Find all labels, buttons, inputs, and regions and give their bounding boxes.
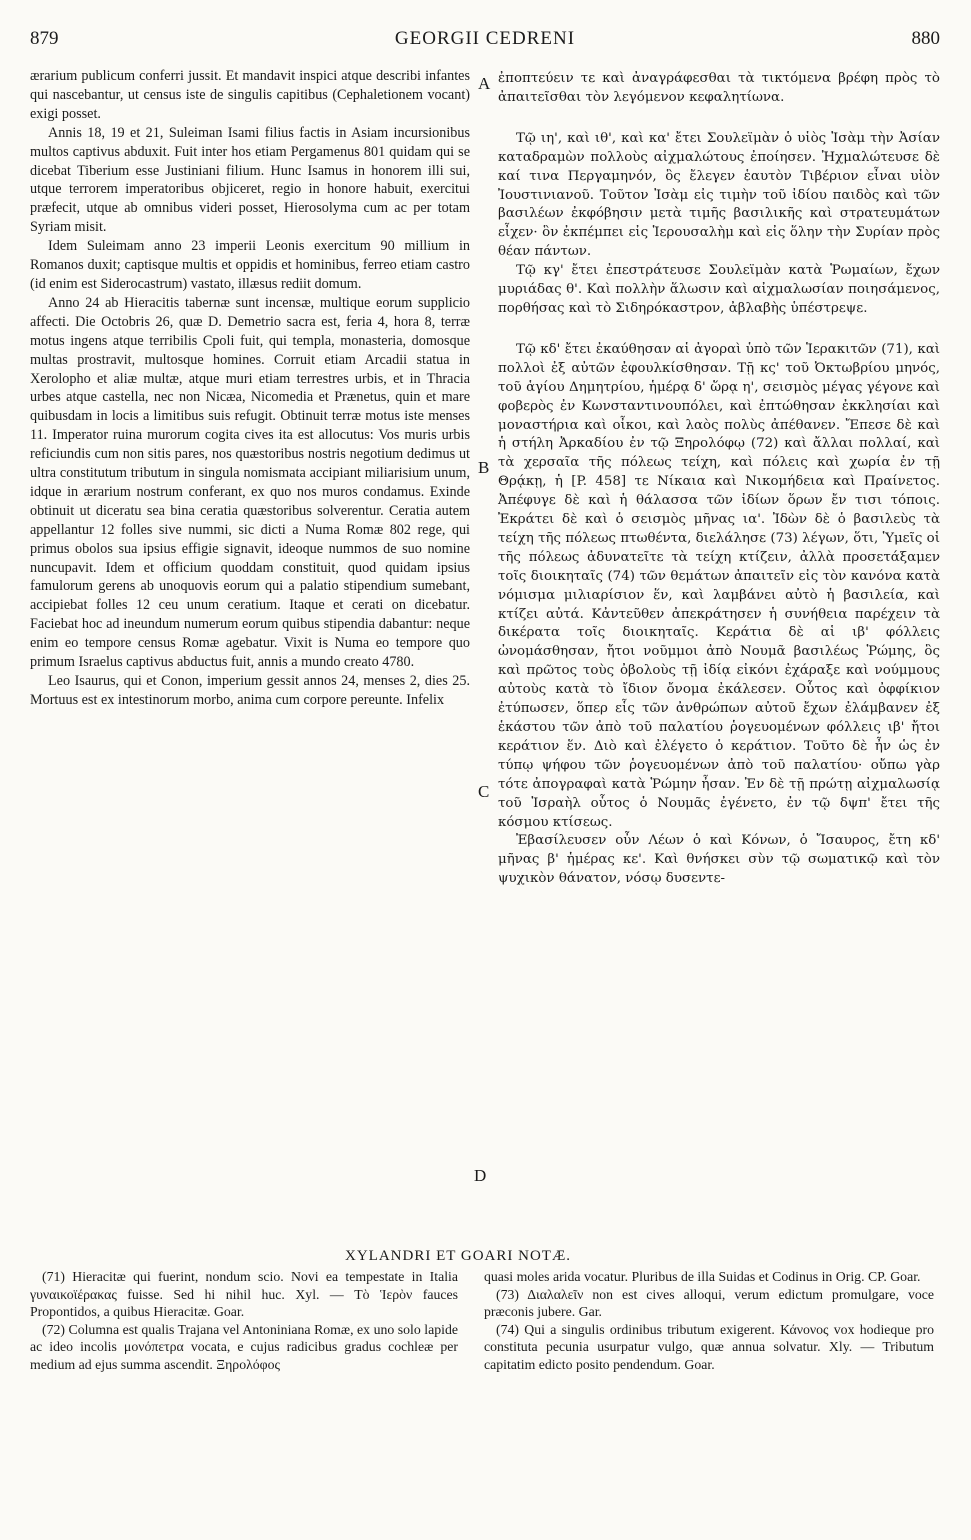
- footnote: (71) Hieracitæ qui fuerint, nondum scio. Novi ea tempestate in Italia γυναικοϊέρακας fuisse. Sed hi nihil huc. Xyl. — Τὸ Ἱερὸν fauces Propontidos, a quibus Hieracitæ. Goar.: [30, 1269, 458, 1320]
- page-number-left: 879: [30, 28, 59, 49]
- page-header: [30, 28, 940, 68]
- notes-right-column: [484, 1268, 934, 1374]
- page-number-right: 880: [911, 28, 940, 49]
- margin-marker-a: A: [478, 74, 491, 93]
- latin-paragraph: Leo Isaurus, qui et Conon, imperium gessit annos 24, menses 2, dies 25. Mortuus est ex intestinorum morbo, anima cum corpore pereunte. Infelix: [30, 673, 470, 708]
- greek-paragraph: ἐποπτεύειν τε καὶ ἀναγράφεσθαι τὰ τικτόμενα βρέφη πρὸς τὸ ἀπαιτεῖσθαι τὸν λεγόμενον κεφαλητίωνα.: [498, 71, 940, 105]
- notes-heading: XYLANDRI ET GOARI NOTÆ.: [345, 1248, 572, 1264]
- greek-paragraph: Τῷ ιη', καὶ ιθ', καὶ κα' ἔτει Σουλεϊμὰν ὁ υἱὸς Ἰσὰμ τὴν Ἀσίαν καταδραμὼν πολλοὺς αἰχμαλώτους ἐποίησεν. Ἠχμαλώτευσε δὲ καί τινα Περγαμηνόν, ὃς ἔλεγεν ἑαυτὸν Τιβέριον εἶναι υἱὸν Ἰουστινιανοῦ. Τοῦτον Ἰσὰμ εἰς τιμὴν τοῦ ἰδίου παιδὸς καὶ τῶν βασιλέων ἐκφόβησιν μετὰ τιμῆς βασιλικῆς καὶ στρατευμάτων εἶχεν· ὃν ἐκπέμπει εἰς Ἱερουσαλὴμ καὶ εἰς ὅλην τὴν Συρίαν πρὸς θέαν πάντων.: [498, 130, 940, 260]
- footnote: quasi moles arida vocatur. Pluribus de illa Suidas et Codinus in Orig. CP. Goar.: [484, 1269, 921, 1284]
- greek-paragraph: Τῷ κδ' ἔτει ἐκαύθησαν αἱ ἀγοραὶ ὑπὸ τῶν Ἱερακιτῶν (71), καὶ πολλοὶ ἐξ αὐτῶν ἐφουλκίσθησαν. Τῇ κς' τοῦ Ὀκτωβρίου μηνός, τοῦ ἁγίου Δημητρίου, ἡμέρᾳ δ' ὥρᾳ η', σεισμὸς μέγας γέγονε καὶ φοβερὸς ἐν Κωνσταντινουπόλει, καὶ ἐπτώθησαν ἐκκλησίαι καὶ μοναστήρια καὶ οἶκοι, καὶ λαὸς πολὺς ἀπέθανεν. Ἔπεσε δὲ καὶ ἡ στήλη Ἀρκαδίου ἐν τῷ Ξηρολόφῳ (72) καὶ ἄλλαι πολλαί, καὶ τὰ χερσαῖα τῆς πόλεως τείχη, καὶ πόλεις καὶ χωρία ἐν τῇ Θρᾴκῃ, ἡ [P. 458] τε Νίκαια καὶ Νικομήδεια καὶ Πραίνετος. Ἀπέφυγε δὲ καὶ ἡ θάλασσα τῶν ἰδίων ὅρων ἔν τισι τόποις. Ἐκράτει δὲ καὶ ὁ σεισμὸς μῆνας ια'. Ἰδὼν δὲ ὁ βασιλεὺς τὰ τείχη τῆς πόλεως πτωθέντα, διελάλησε (73) λέγων, ὅτι, Ὑμεῖς οἱ τῆς πόλεως ἀδυνατεῖτε τὰ τείχη κτίζειν, ἀλλὰ προσετάξαμεν τοῖς διοικηταῖς (74) τῶν θεμάτων ἀπαιτεῖν εἰς τὸν κανόνα κατὰ νόμισμα μιλιαρίσιον ἕν, καὶ λαμβάνει αὐτὸ ἡ βασιλεία, καὶ κτίζει αὐτά. Κἀντεῦθεν ἀπεκράτησεν ἡ συνήθεια παρέχειν τὰ δικέρατα τοῖς διοικηταῖς. Κεράτια δὲ αἱ ιβ' φόλλεις ὠνομάσθησαν, ἤτοι νοῦμμοι ἀπὸ Νουμᾶ βασιλέως Ῥώμης, ὃς καὶ πρῶτος τοὺς ὀβολοὺς τῇ ἰδίᾳ εἰκόνι ἐχάραξε καὶ νούμμους αὐτοὺς κατὰ τὸ ἴδιον ὄνομα ἐκάλεσεν. Οὗτος καὶ ὀφφίκιον ἐτύπωσεν, ὅπερ εἷς τῶν ἀνθρώπων αὐτοῦ ἔχων ἐλάμβανεν ἐξ ἑκάστου τῶν ἀπὸ τοῦ παλατίου ῥογευομένων φόλλεις ιβ' ἤτοι κεράτιον ἕν. Διὸ καὶ ἐλέγετο ὁ κεράτιον. Τοῦτο δὲ ἦν ὡς ἐν τύπῳ ψήφου τῶν ῥογευομένων ἀπὸ τοῦ παλατίου· οὔπω γὰρ τότε ἀπογραφαὶ κατὰ Ῥώμην ἦσαν. Ἐν δὲ τῇ πρώτῃ αἰχμαλωσίᾳ τοῦ Ἰσραὴλ οὗτος ὁ Νουμᾶς ἐγένετο, ἐν τῷ δψπ' ἔτει τῆς κόσμου κτίσεως.: [498, 341, 940, 830]
- latin-column: [30, 67, 470, 710]
- latin-paragraph: Idem Suleimam anno 23 imperii Leonis exercitum 90 millium in Romanos duxit; captisque multis et oppidis et hominibus, ferreo etiam castro (id enim est Siderocastrum) vastato, illæsus rediit domum.: [30, 238, 470, 292]
- running-title: GEORGII CEDRENI: [394, 28, 576, 49]
- latin-paragraph: ærarium publicum conferri jussit. Et mandavit inspici atque describi infantes qui nascebantur, ut census iste de singulis capitibus (Cephaletionem vocant) exigi posset.: [30, 68, 470, 122]
- footnote: (72) Columna est qualis Trajana vel Antoniniana Romæ, ex uno solo lapide ac ideo incolis μονόπετρα vocata, e cujus radicibus gradus cochleæ per medium ad ejus summa ascendit. Ξηρολόφος: [30, 1321, 458, 1372]
- latin-paragraph: Anno 24 ab Hieracitis tabernæ sunt incensæ, multique eorum supplicio affecti. Die Octobris 26, quæ D. Demetrio sacra est, feria 4, hora 8, terræ motus ingens atque terribilis Cpoli fuit, qui templa, monasteria, domosque multas prostravit, multosque homines. Corruit etiam Arcadii statua in Xerolopho et aliæ multæ, atque muri etiam terrestres urbis, et in Thracia urbes atque castella, nec non Nicæa, Nicomedia et Prænetus, quin et mare quibusdam in locis a limitibus suis refugit. Obtinuit terræ motus iste menses 11. Imperator ruina murorum cogita cives ita est allocutus: Vos muris urbis reficiundis cum non sitis pares, nos quæstoribus nostris negotium dedimus ut ultra constitutum tributum in singula nomismata accipiant miliarisium unum, idque in ærarium nostrum conferant, ex quo nos muros condamus. Exinde obtinuit ut diceratu sea bina ceratia quæstoribus solverentur. Ceratia autem appellantur 12 folles sive nummi, sic dicti a Numa Romæ 802 rege, qui primus obolos sua ipsius effigie signavit, ideoque nummos de suo nomine nuncupavit. Idem et officium quoddam constituit, quod quidam ipsius famulorum gerens ab unoquovis eorum qui a palatio stipendium sumebant, accipiebat folles 12 ceu unum ceratium. Itaque et cerati on dicebatur. Faciebat hoc ad ineundum numerum eorum quibus stipendia dabantur: neque enim eo tempore census Romæ agebatur. Vixit is Numa eo tempore quo primum Israelus captivus abductus fuit, annis a mundo creato 4780.: [30, 294, 470, 671]
- notes-left-column: [30, 1268, 458, 1374]
- greek-paragraph: Ἐβασίλευσεν οὖν Λέων ὁ καὶ Κόνων, ὁ Ἴσαυρος, ἔτη κδ' μῆνας β' ἡμέρας κε'. Καὶ θνήσκει σὺν τῷ σωματικῷ καὶ τὸν ψυχικὸν θάνατον, νόσῳ δυσεντε-: [498, 833, 940, 887]
- latin-paragraph: Annis 18, 19 et 21, Suleiman Isami filius factis in Asiam incursionibus multos captivus abduxit. Fuit inter hos etiam Pergamenus 801 quidam qui se dicebat Tiberium esse Justiniani filium. Hunc Isamus in honorem illi sui, utque terrorem imperatoribus objiceret, regio in honore habuit, exercitui præfecit, utque ab omnibus videri posset, Hierosolyma cum ac per totam Syriam misit.: [30, 124, 470, 236]
- greek-column: [498, 70, 940, 889]
- margin-marker-d: D: [474, 1166, 487, 1185]
- footnote: (73) Διαλαλεῖν non est cives alloqui, verum edictum promulgare, voce præconis jubere. Gar.: [484, 1286, 934, 1320]
- footnote: (74) Qui a singulis ordinibus tributum exigerent. Κάνονος vox hodieque pro constituta pecunia usurpatur vulgo, quæ annua solvatur. Xly. — Tributum capitatim edicto posito pendendum. Goar.: [484, 1321, 934, 1372]
- margin-marker-c: C: [478, 782, 490, 801]
- greek-paragraph: Τῷ κγ' ἔτει ἐπεστράτευσε Σουλεϊμὰν κατὰ Ῥωμαίων, ἔχων μυριάδας θ'. Καὶ πολλὴν ἅλωσιν καὶ αἰχμαλωσίαν ποιησάμενος, πορθήσας καὶ τὸ Σιδηρόκαστρον, ἀβλαβὴς ὑπέστρεψε.: [498, 263, 940, 316]
- margin-marker-b: B: [478, 458, 490, 477]
